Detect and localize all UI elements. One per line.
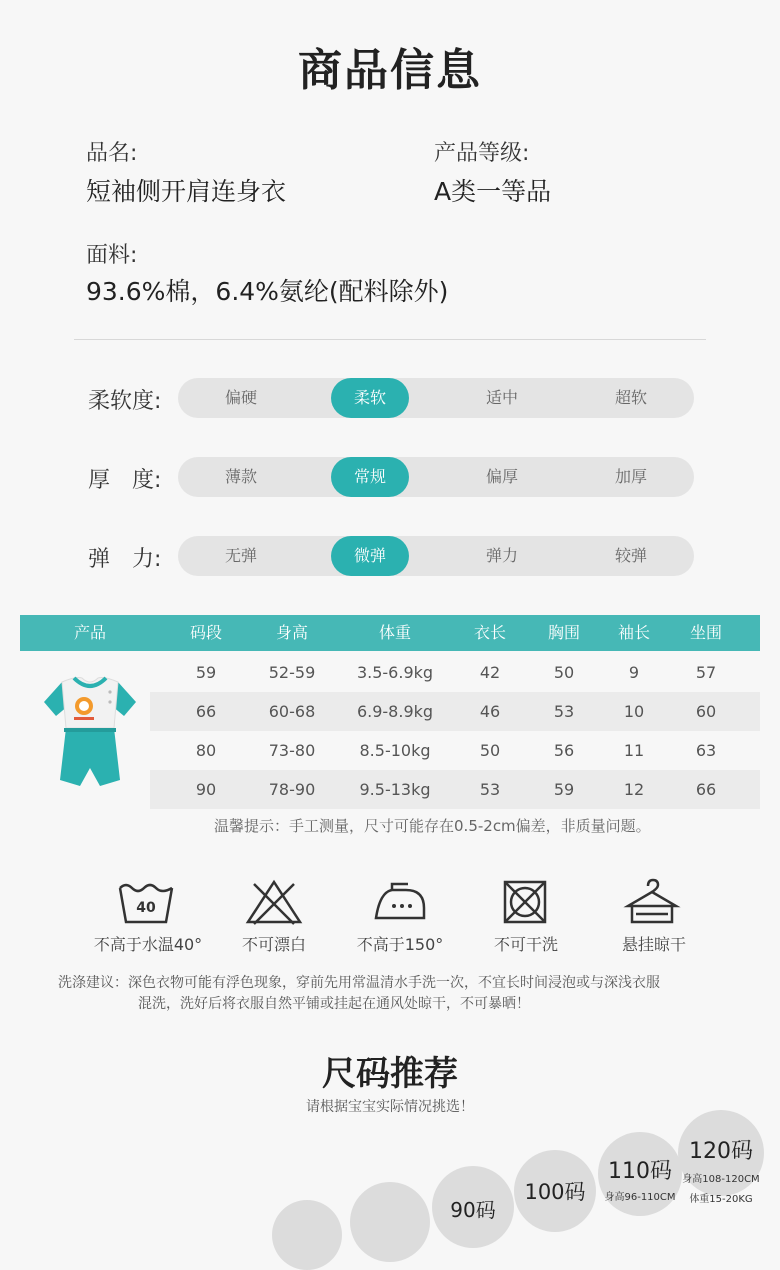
thickness-option: 偏厚 xyxy=(485,467,518,486)
care-label-bleach: 不可漂白 xyxy=(241,935,306,954)
table-cell: 53 xyxy=(553,702,575,721)
thickness-scale xyxy=(178,457,694,497)
no-bleach-icon xyxy=(244,878,304,926)
table-cell: 90 xyxy=(195,780,217,799)
table-cell: 3.5-6.9kg xyxy=(356,663,434,682)
size-circle xyxy=(350,1182,430,1262)
wash-advice-line: 混洗，洗好后将衣服自然平铺或挂起在通风处晾干，不可暴晒！ xyxy=(138,996,530,1012)
hang-dry-icon xyxy=(622,878,682,926)
table-cell: 56 xyxy=(553,741,575,760)
fabric-label: 面料: xyxy=(86,243,138,268)
softness-option: 超软 xyxy=(614,388,647,407)
header-cell: 坐围 xyxy=(689,623,722,642)
size-table-header xyxy=(20,615,760,651)
thickness-option: 加厚 xyxy=(614,467,647,486)
softness-option: 偏硬 xyxy=(224,388,257,407)
size-circle-110 xyxy=(598,1132,682,1216)
table-cell: 80 xyxy=(195,741,217,760)
wash-advice xyxy=(58,973,748,1015)
size-recommend-subtitle: 请根据宝宝实际情况挑选！ xyxy=(306,1099,474,1115)
name-label: 品名: xyxy=(86,141,138,166)
table-cell: 50 xyxy=(479,741,501,760)
header-cell: 衣长 xyxy=(473,623,506,642)
elasticity-option: 弹力 xyxy=(485,546,518,565)
thickness-label: 厚 度: xyxy=(88,468,162,493)
size-circle xyxy=(272,1200,342,1270)
table-cell: 50 xyxy=(553,663,575,682)
size-circle-90 xyxy=(432,1166,514,1248)
table-row xyxy=(150,770,760,809)
size-weight: 体重15-20KG xyxy=(689,1194,753,1205)
size-label: 110码 xyxy=(608,1159,672,1184)
table-row xyxy=(150,653,760,692)
table-cell: 42 xyxy=(479,663,501,682)
softness-scale xyxy=(178,378,694,418)
care-label-iron: 不高于150° xyxy=(356,935,444,954)
care-label-wash: 不高于水温40° xyxy=(93,935,203,954)
header-cell: 体重 xyxy=(378,623,411,642)
table-cell: 9.5-13kg xyxy=(359,780,431,799)
header-cell: 袖长 xyxy=(617,623,650,642)
name-value: 短袖侧开肩连身衣 xyxy=(86,177,287,206)
size-label: 100码 xyxy=(524,1180,586,1204)
elasticity-option-selected: 微弹 xyxy=(331,536,409,576)
header-cell: 身高 xyxy=(275,623,308,642)
table-row xyxy=(150,731,760,770)
elasticity-scale xyxy=(178,536,694,576)
header-cell: 胸围 xyxy=(547,623,580,642)
table-cell: 52-59 xyxy=(268,663,316,682)
elasticity-label: 弹 力: xyxy=(88,547,162,572)
size-circle-120 xyxy=(678,1110,764,1205)
thickness-option: 薄款 xyxy=(224,467,257,486)
table-cell: 59 xyxy=(195,663,217,682)
grade-value: A类一等品 xyxy=(434,177,552,206)
softness-option-selected: 柔软 xyxy=(331,378,409,418)
measurement-tip: 温馨提示：手工测量，尺寸可能存在0.5-2cm偏差，非质量问题。 xyxy=(214,817,651,835)
fabric-value: 93.6%棉，6.4%氨纶(配料除外) xyxy=(86,277,449,306)
table-cell: 66 xyxy=(195,702,217,721)
romper-product-image xyxy=(40,672,140,794)
table-cell: 78-90 xyxy=(268,780,316,799)
table-cell: 73-80 xyxy=(268,741,316,760)
size-label: 90码 xyxy=(450,1198,496,1222)
care-label-dry-clean: 不可干洗 xyxy=(493,935,558,954)
softness-option: 适中 xyxy=(485,388,518,407)
wash-40-icon xyxy=(116,878,176,926)
wash-advice-line: 洗涤建议：深色衣物可能有浮色现象，穿前先用常温清水手洗一次，不宜长时间浸泡或与深浅衣服 xyxy=(58,975,660,991)
table-cell: 63 xyxy=(695,741,717,760)
elasticity-option: 较弹 xyxy=(614,546,647,565)
table-row xyxy=(150,692,760,731)
table-cell: 59 xyxy=(553,780,575,799)
table-cell: 8.5-10kg xyxy=(359,741,431,760)
divider xyxy=(74,339,706,340)
no-dry-clean-icon xyxy=(495,878,555,926)
table-cell: 9 xyxy=(628,663,640,682)
table-cell: 60-68 xyxy=(268,702,316,721)
iron-150-icon xyxy=(370,878,430,926)
elasticity-option: 无弹 xyxy=(224,546,257,565)
wash-temperature: 40 xyxy=(136,900,156,916)
softness-label: 柔软度: xyxy=(88,389,162,414)
size-height: 身高108-120CM xyxy=(682,1174,760,1185)
table-cell: 46 xyxy=(479,702,501,721)
table-cell: 60 xyxy=(695,702,717,721)
size-label: 120码 xyxy=(689,1139,753,1164)
table-cell: 12 xyxy=(623,780,645,799)
table-cell: 57 xyxy=(695,663,717,682)
size-circle-100 xyxy=(514,1150,596,1232)
table-cell: 11 xyxy=(623,741,645,760)
table-cell: 66 xyxy=(695,780,717,799)
header-cell: 产品 xyxy=(73,623,106,642)
header-cell: 码段 xyxy=(189,623,222,642)
thickness-option-selected: 常规 xyxy=(331,457,409,497)
care-label-hang: 悬挂晾干 xyxy=(621,935,686,954)
table-cell: 53 xyxy=(479,780,501,799)
size-recommend-title: 尺码推荐 xyxy=(322,1054,458,1094)
size-height: 身高96-110CM xyxy=(604,1192,676,1203)
grade-label: 产品等级: xyxy=(434,141,530,166)
page-title: 商品信息 xyxy=(298,45,482,96)
table-cell: 10 xyxy=(623,702,645,721)
table-cell: 6.9-8.9kg xyxy=(356,702,434,721)
